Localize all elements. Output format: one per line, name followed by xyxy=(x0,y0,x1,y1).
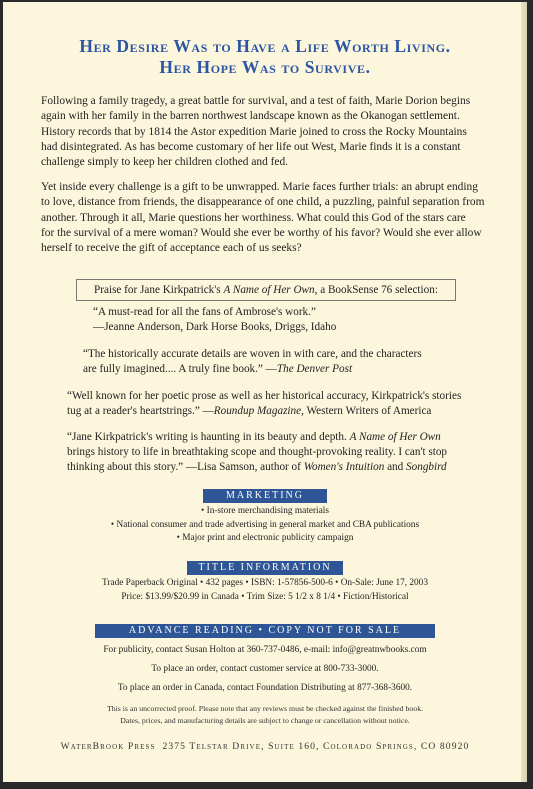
synopsis-paragraph-1 xyxy=(41,94,491,170)
quote-text-end: tug at a reader's heartstrings.” — xyxy=(67,405,214,417)
quote-book-title: Women's Intuition xyxy=(303,461,385,473)
quote-text-end: are fully imagined.... A truly fine book.” — xyxy=(83,363,277,375)
list-item: • In-store merchandising materials xyxy=(201,506,329,516)
text-line: again with her family in the barren northwest landscape known as the Okanogan settlement. xyxy=(41,110,460,123)
praise-prefix: Praise for Jane Kirkpatrick's xyxy=(94,284,224,296)
text-line: Following a family tragedy, a great battle for survival, and a test of faith, Marie Dorion begins xyxy=(41,95,471,107)
advance-reading-label: ADVANCE READING • COPY NOT FOR SALE xyxy=(95,624,435,638)
list-item: • Major print and electronic publicity campaign xyxy=(176,533,354,543)
quote-text: “Well known for her poetic prose as well as her historical accuracy, Kirkpatrick's stories xyxy=(67,390,462,402)
quote-2 xyxy=(83,347,422,377)
text-line: for the survival of a mere woman? Would she ever be worthy of his favor? Would she ever allow xyxy=(41,226,482,239)
quote-3 xyxy=(67,389,461,419)
headline-line-2: Her Hope Was to Survive. xyxy=(159,57,371,77)
quote-text-end: thinking about this story.” —Lisa Samson, author of xyxy=(67,461,304,473)
quote-text-start: “Jane Kirkpatrick's writing is haunting in its beauty and depth. xyxy=(67,431,350,443)
quote-text: brings history to life in breathtaking scope and thought-provoking reality. I can't stop xyxy=(67,446,448,458)
marketing-list xyxy=(63,505,467,546)
list-item: • National consumer and trade advertising in general market and CBA publications xyxy=(110,519,420,530)
praise-heading-box xyxy=(76,279,456,301)
headline-line-1: Her Desire Was to Have a Life Worth Living. xyxy=(79,36,451,56)
quote-conjunction: and xyxy=(384,461,407,473)
marketing-label: MARKETING xyxy=(203,489,327,503)
praise-book-title: A Name of Her Own xyxy=(223,284,315,296)
order-contact: To place an order, contact customer service at 800-733-3000. xyxy=(151,664,379,674)
text-line: challenge simply to keep her children clothed and fed. xyxy=(41,156,289,169)
headline xyxy=(3,36,527,78)
publisher-footer xyxy=(3,741,527,752)
book-back-cover xyxy=(3,2,527,782)
quote-book-title: A Name of Her Own xyxy=(349,431,441,443)
title-specs: Trade Paperback Original • 432 pages • ISBN: 1-57856-500-6 • On-Sale: June 17, 2003 xyxy=(102,578,428,588)
quote-source-org: , Western Writers of America xyxy=(301,405,432,417)
publisher-name: WaterBrook Press xyxy=(60,741,156,752)
text-line: another. Through it all, Marie questions her worthiness. What could this God of the stars care xyxy=(41,211,466,224)
disclaimer-line: Dates, prices, and manufacturing details are subject to change or cancellation without notice. xyxy=(120,716,410,725)
synopsis-paragraph-2 xyxy=(41,180,491,256)
quote-book-title: Songbird xyxy=(406,461,447,473)
text-line: herself to receive the gift of acceptance each of us seeks? xyxy=(41,242,302,255)
title-information xyxy=(43,577,487,604)
quote-attribution xyxy=(83,362,422,377)
text-line: had disintegrated. As has become customary of her life out West, Marie finds it is a constant xyxy=(41,140,461,153)
quote-1 xyxy=(93,305,336,335)
cover-edge xyxy=(521,2,527,782)
quote-source: The Denver Post xyxy=(276,363,353,375)
title-information-label: TITLE INFORMATION xyxy=(187,561,343,575)
canada-order-contact: To place an order in Canada, contact Foundation Distributing at 877-368-3600. xyxy=(117,683,413,693)
quote-text xyxy=(67,430,447,445)
text-line: to love, distance from friends, the disappearance of one child, a puzzling, painful separation from xyxy=(41,196,485,209)
quote-text: “The historically accurate details are woven in with care, and the characters xyxy=(83,348,422,360)
text-line: History records that by 1814 the Astor expedition Marie joined to cross the Rocky Mountains xyxy=(41,125,467,138)
quote-attribution xyxy=(67,404,461,419)
praise-suffix: , a BookSense 76 selection: xyxy=(314,284,438,296)
publicity-contact: For publicity, contact Susan Holton at 360-737-0486, e-mail: info@greatnwbooks.com xyxy=(103,645,427,655)
quote-attribution: —Jeanne Anderson, Dark Horse Books, Driggs, Idaho xyxy=(93,321,337,333)
quote-attribution xyxy=(67,460,447,475)
quote-text: “A must-read for all the fans of Ambrose's work.” xyxy=(93,306,316,318)
proof-disclaimer xyxy=(3,703,527,727)
disclaimer-line: This is an uncorrected proof. Please note that any reviews must be checked against the finished book. xyxy=(106,704,424,713)
publisher-address: 2375 Telstar Drive, Suite 160, Colorado Springs, CO 80920 xyxy=(162,741,470,752)
quote-4 xyxy=(67,430,447,475)
contact-information xyxy=(43,641,487,698)
quote-source: Roundup Magazine xyxy=(213,405,302,417)
text-line: Yet inside every challenge is a gift to be unwrapped. Marie faces further trials: an abrupt ending xyxy=(41,181,478,193)
title-price: Price: $13.99/$20.99 in Canada • Trim Size: 5 1/2 x 8 1/4 • Fiction/Historical xyxy=(121,591,409,602)
